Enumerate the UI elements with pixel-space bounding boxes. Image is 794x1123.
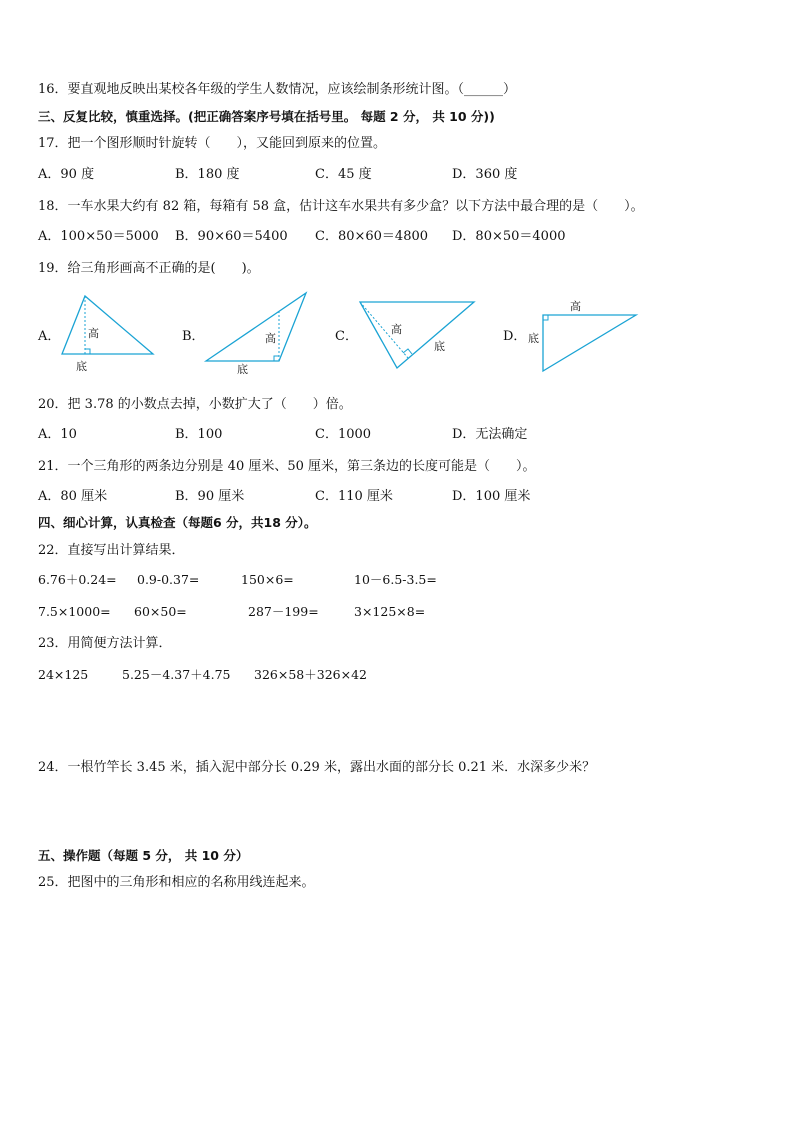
triangle-d bbox=[528, 299, 636, 371]
triangle-a-base-label: 底 bbox=[76, 360, 87, 373]
q17-option-d: D．360 度 bbox=[452, 167, 518, 182]
q22-row1-item-1: 6.76＋0.24= bbox=[38, 572, 117, 587]
triangle-b-height-label: 高 bbox=[265, 332, 276, 345]
q18-option-a: A．100×50＝5000 bbox=[38, 229, 159, 244]
question-25: 25．把图中的三角形和相应的名称用线连起来。 bbox=[38, 875, 315, 890]
question-16: 16．要直观地反映出某校各年级的学生人数情况，应该绘制条形统计图。（______） bbox=[38, 82, 517, 97]
question-24: 24．一根竹竿长 3.45 米，插入泥中部分长 0.29 米，露出水面的部分长 0.21 米．水深多少米？ bbox=[38, 760, 596, 775]
question-23: 23．用简便方法计算． bbox=[38, 636, 172, 651]
q22-row2-item-2: 60×50= bbox=[134, 604, 187, 619]
q21-option-a: A．80 厘米 bbox=[38, 489, 108, 504]
q20-option-a: A．10 bbox=[38, 427, 77, 442]
q22-row1-item-4: 10－6.5-3.5= bbox=[354, 572, 437, 587]
q20-option-d: D．无法确定 bbox=[452, 427, 528, 442]
q22-row2-item-1: 7.5×1000= bbox=[38, 604, 111, 619]
q18-option-d: D．80×50＝4000 bbox=[452, 229, 566, 244]
q21-option-c: C．110 厘米 bbox=[315, 489, 393, 504]
q21-option-d: D．100 厘米 bbox=[452, 489, 531, 504]
question-20: 20．把 3.78 的小数点去掉，小数扩大了（ ）倍。 bbox=[38, 397, 352, 412]
q23-item-2: 5.25－4.37＋4.75 bbox=[122, 667, 231, 682]
q17-option-a: A．90 度 bbox=[38, 167, 95, 182]
question-19: 19．给三角形画高不正确的是( )。 bbox=[38, 261, 260, 276]
question-17: 17．把一个图形顺时针旋转（ ），又能回到原来的位置。 bbox=[38, 136, 387, 151]
q17-option-b: B．180 度 bbox=[175, 167, 240, 182]
q22-row2-item-3: 287－199= bbox=[248, 604, 319, 619]
q19-option-a-label: A． bbox=[38, 329, 61, 344]
triangle-b-base-label: 底 bbox=[237, 363, 248, 376]
q19-option-c-label: C． bbox=[335, 329, 358, 344]
triangle-a-height-label: 高 bbox=[88, 327, 99, 340]
triangle-c-height-label: 高 bbox=[391, 323, 402, 336]
q21-option-b: B．90 厘米 bbox=[175, 489, 245, 504]
section-4-title: 四、细心计算，认真检查（每题6 分，共18 分）。 bbox=[38, 515, 317, 530]
triangle-b bbox=[206, 293, 306, 376]
triangle-c bbox=[360, 302, 474, 368]
section-3-title: 三、反复比较，慎重选择。(把正确答案序号填在括号里。 每题 2 分， 共 10 分)) bbox=[38, 109, 495, 124]
q18-option-b: B．90×60＝5400 bbox=[175, 229, 288, 244]
question-18: 18．一车水果大约有 82 箱，每箱有 58 盒，估计这车水果共有多少盒？以下方法中最合理的是（ ）。 bbox=[38, 199, 644, 214]
q17-option-c: C．45 度 bbox=[315, 167, 372, 182]
q23-item-1: 24×125 bbox=[38, 667, 89, 682]
q22-row1-item-2: 0.9-0.37= bbox=[137, 572, 200, 587]
q19-option-b-label: B． bbox=[182, 329, 205, 344]
q22-row1-item-3: 150×6= bbox=[241, 572, 294, 587]
triangle-c-base-label: 底 bbox=[434, 340, 445, 353]
q20-option-b: B．100 bbox=[175, 427, 223, 442]
question-21: 21．一个三角形的两条边分别是 40 厘米、50 厘米，第三条边的长度可能是（ ）。 bbox=[38, 459, 536, 474]
triangle-a bbox=[62, 296, 153, 373]
q19-triangles-figure bbox=[0, 285, 794, 385]
q22-row2-item-4: 3×125×8= bbox=[354, 604, 426, 619]
question-22: 22．直接写出计算结果． bbox=[38, 543, 185, 558]
triangle-d-base-label: 底 bbox=[528, 332, 539, 345]
section-5-title: 五、操作题（每题 5 分， 共 10 分） bbox=[38, 848, 249, 863]
q19-option-d-label: D． bbox=[503, 329, 527, 344]
q20-option-c: C．1000 bbox=[315, 427, 372, 442]
q18-option-c: C．80×60＝4800 bbox=[315, 229, 429, 244]
triangle-d-height-label: 高 bbox=[570, 300, 581, 313]
q23-item-3: 326×58＋326×42 bbox=[254, 667, 367, 682]
